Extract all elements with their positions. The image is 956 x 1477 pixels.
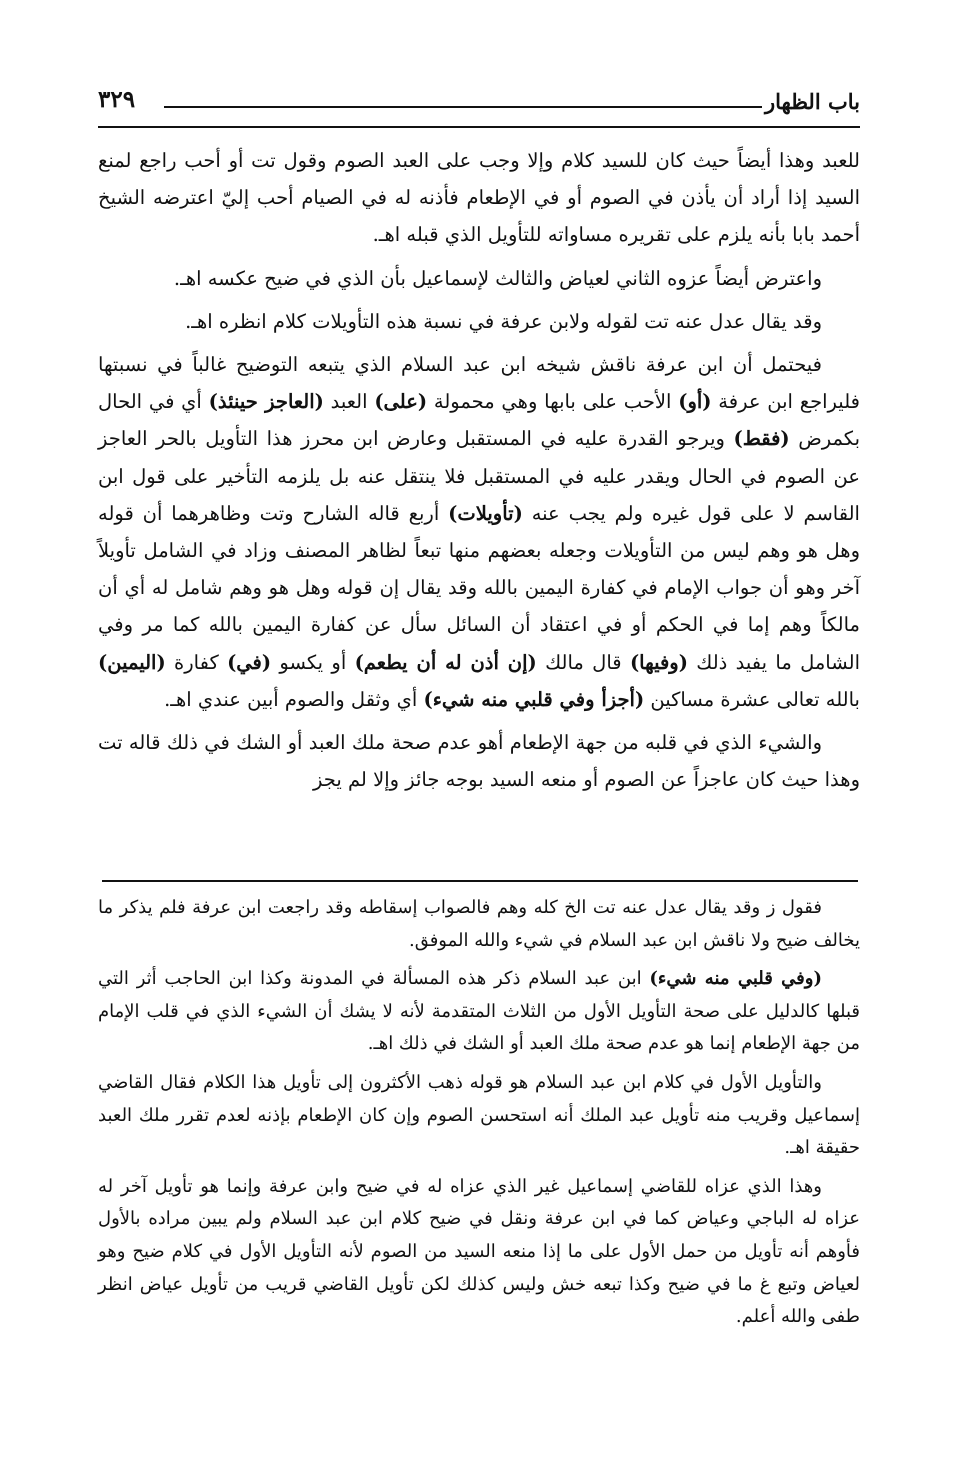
bold-term: (تأويلات) (448, 501, 523, 525)
main-paragraph: فيحتمل أن ابن عرفة ناقش شيخه ابن عبد السلام الذي يتبعه التوضيح غالباً في نسبتها فليراجع ابن عرفة (أو) الأحب على بابها وهي محمولة (على) العبد (العاجز حينئذ) أي في الحال بكمرض (فقط) ويرجو القدرة عليه في المستقبل وعارض ابن محرز هذا التأويل بالحر العاجز عن الصوم في الحال ويقدر عليه في المستقبل فلا ينتقل عنه بل يلزمه التأخير على قول ابن القاسم لا على قول غيره ولم يجب عنه (تأويلات) أربع قاله الشارح وتت وظاهرهما أن قوله وهل هو وهم ليس من التأويلات وجعله بعضهم منها تبعاً لظاهر المصنف وزاد في الشامل تأويلاً آخر وهو أن جواب الإمام في كفارة اليمين بالله وقد يقال إن قوله وهل هو وهم شامل له أي أن مالكاً وهم إما في الحكم أو في اعتقاد أن السائل سأل عن كفارة اليمين بالله كما مر وفي الشامل ما يفيد ذلك (وفيها) قال مالك (إن أذن له أن يطعم) أو يكسو (في) كفارة (اليمين) بالله تعالى عشرة مساكين (أجزأ وفي قلبي منه شيء) أي وثقل والصوم أبين عندي اهـ. (98, 353, 860, 711)
page-number: ٣٢٩ (98, 86, 136, 113)
header-line (164, 106, 762, 108)
commentary-notes (98, 892, 860, 1334)
header-rule (98, 126, 860, 128)
bold-term: (العاجز حينئذ) (208, 390, 324, 414)
note-paragraph: فقول ز وقد يقال عدل عنه تت الخ كله وهم فالصواب إسقاطه وقد راجعت ابن عرفة فلم يذكر ما يخالف ضيح ولا ناقش ابن عبد السلام في شيء والله الموفق. (98, 897, 860, 951)
chapter-title: باب الظهار (764, 89, 860, 114)
footnote-separator (102, 880, 858, 882)
running-header (98, 84, 860, 132)
bold-term: (على) (374, 390, 428, 414)
bold-term: (إن أذن له أن يطعم) (354, 650, 537, 674)
bold-term: (أجزأ وفي قلبي منه شيء) (423, 687, 645, 711)
bold-term: (فقط) (733, 427, 790, 451)
bold-term: (وفي قلبي منه شيء) (649, 968, 822, 990)
bold-term: (أو) (678, 390, 712, 414)
note-paragraph: وهذا الذي عزاه للقاضي إسماعيل غير الذي عزاه له في ضيح وابن عرفة وإنما هو تأويل آخر له عزاه له الباجي وعياض كما في ابن عرفة ونقل في ضيح كلام ابن عبد السلام ولم يبين مراده بالأول فأوهم أنه تأويل من حمل الأول على ما إذا منعه السيد من الصوم لأنه التأويل الأول في كلام ضيح وهو لعياض وتبع غ ما في ضيح وكذا تبعه خش وليس كذلك لكن تأويل القاضي قريب من تأويل عياض انظر طفى والله أعلم. (98, 1175, 860, 1328)
main-paragraph: واعترض أيضاً عزوه الثاني لعياض والثالث لإسماعيل بأن الذي في ضيح عكسه اهـ. (173, 266, 822, 290)
bold-term: (وفيها) (629, 650, 688, 674)
bold-term: (اليمين) (98, 650, 166, 674)
bold-term: (في) (227, 650, 272, 674)
note-paragraph: والتأويل الأول في كلام ابن عبد السلام هو قوله ذهب الأكثرون إلى تأويل هذا الكلام فقال القاضي إسماعيل وقريب منه تأويل عبد الملك أنه استحسن الصوم وإن كان الإطعام بإذنه لعدم تقرر ملك العبد حقيقة اهـ. (98, 1071, 860, 1159)
main-paragraph: وقد يقال عدل عنه تت لقوله ولابن عرفة في نسبة هذه التأويلات كلام انظره اهـ. (185, 309, 822, 333)
main-paragraph: للعبد وهذا أيضاً حيث كان للسيد كلام وإلا وجب على العبد الصوم وقول تت أو أحب راجع لمنع السيد إذا أراد أن يأذن في الصوم أو في الإطعام فأذنه له في الصيام أحب إليّ اعترضه الشيخ أحمد بابا بأنه يلزم على تقريره مساواته للتأويل الذي قبله اهـ. (98, 149, 860, 247)
note-paragraph: (وفي قلبي منه شيء) ابن عبد السلام ذكر هذه المسألة في المدونة وكذا ابن الحاجب أثر التي قبلها كالدليل على صحة التأويل الأول من الثلاث المتقدمة لأنه لا يشك أن الشيء الذي في قلب الإمام من جهة الإطعام إنما هو عدم صحة ملك العبد أو الشك في ذلك اهـ. (98, 968, 860, 1055)
main-paragraph: والشيء الذي في قلبه من جهة الإطعام أهو عدم صحة ملك العبد أو الشك في ذلك قاله تت وهذا حيث كان عاجزاً عن الصوم أو منعه السيد بوجه جائز وإلا لم يجز (98, 731, 860, 792)
main-text (98, 142, 860, 798)
